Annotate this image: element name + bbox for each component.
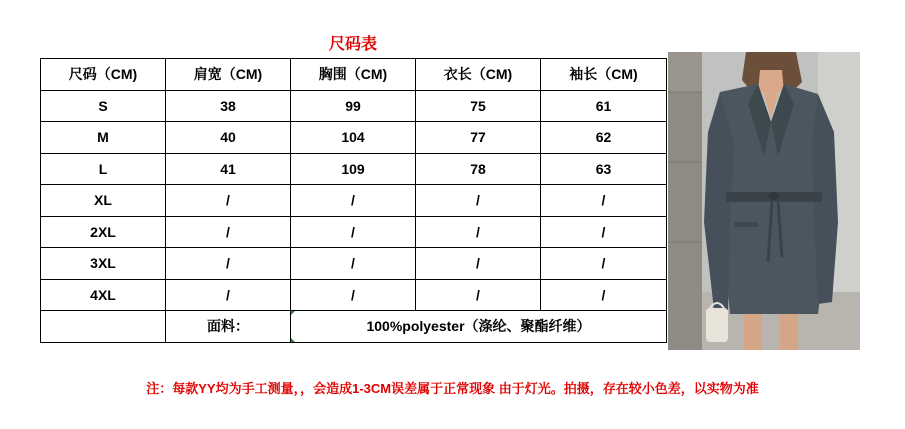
table-row <box>41 122 667 154</box>
table-cell: 104 <box>291 122 416 154</box>
table-cell: / <box>166 216 291 248</box>
table-cell: / <box>416 248 541 280</box>
material-value <box>291 311 667 343</box>
table-cell: / <box>416 216 541 248</box>
table-cell: 41 <box>166 153 291 185</box>
table-row <box>41 153 667 185</box>
header-size: 尺码（CM) <box>41 59 166 91</box>
table-cell: 63 <box>541 153 667 185</box>
table-cell: / <box>541 248 667 280</box>
table-cell: / <box>291 216 416 248</box>
cell-marker <box>291 338 295 342</box>
table-cell: 2XL <box>41 216 166 248</box>
table-row <box>41 248 667 280</box>
table-cell: / <box>541 185 667 217</box>
table-cell: / <box>416 279 541 311</box>
header-shoulder: 肩宽（CM) <box>166 59 291 91</box>
model-photo <box>668 52 860 350</box>
header-sleeve: 袖长（CM) <box>541 59 667 91</box>
table-cell: 78 <box>416 153 541 185</box>
table-cell: XL <box>41 185 166 217</box>
table-cell: 40 <box>166 122 291 154</box>
table-cell: / <box>541 216 667 248</box>
material-row <box>41 311 667 343</box>
empty-cell <box>41 311 166 343</box>
table-cell: L <box>41 153 166 185</box>
table-cell: M <box>41 122 166 154</box>
table-cell: 38 <box>166 90 291 122</box>
table-cell: 109 <box>291 153 416 185</box>
table-cell: / <box>291 185 416 217</box>
material-label: 面料： <box>166 311 291 343</box>
table-cell: 62 <box>541 122 667 154</box>
table-cell: / <box>166 248 291 280</box>
table-cell: / <box>291 248 416 280</box>
cell-marker <box>291 311 295 315</box>
table-cell: / <box>291 279 416 311</box>
table-cell: / <box>166 279 291 311</box>
table-cell: 77 <box>416 122 541 154</box>
table-cell: 3XL <box>41 248 166 280</box>
size-chart-table <box>40 58 667 343</box>
table-header-row <box>41 59 667 91</box>
table-cell: S <box>41 90 166 122</box>
table-cell: 75 <box>416 90 541 122</box>
table-cell: / <box>416 185 541 217</box>
material-value-text: 100%polyester（涤纶、聚酯纤维） <box>366 318 591 335</box>
header-chest: 胸围（CM) <box>291 59 416 91</box>
measurement-note: 注：每款YY均为手工测量，，会造成1-3CM误差属于正常现象 由于灯光。拍摄，存在较小色差，以实物为准 <box>146 381 759 396</box>
table-row <box>41 90 667 122</box>
table-row <box>41 185 667 217</box>
table-cell: / <box>166 185 291 217</box>
table-row <box>41 279 667 311</box>
size-chart-title: 尺码表 <box>328 36 377 53</box>
table-cell: 4XL <box>41 279 166 311</box>
table-cell: 61 <box>541 90 667 122</box>
model-wearing-blazer-image <box>668 52 860 350</box>
header-length: 衣长（CM) <box>416 59 541 91</box>
table-cell: 99 <box>291 90 416 122</box>
table-cell: / <box>541 279 667 311</box>
table-row <box>41 216 667 248</box>
